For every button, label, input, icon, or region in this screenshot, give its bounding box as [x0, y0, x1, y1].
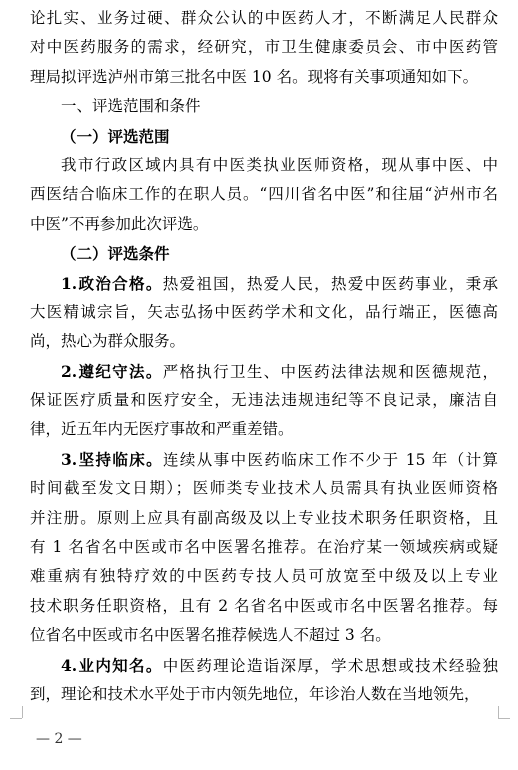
text-line — [30, 592, 498, 621]
text-line — [30, 298, 498, 327]
text-line — [30, 269, 498, 298]
line-text: 难重病有独特疗效的中医药专技人员可放宽至中级及以上专业 — [30, 567, 498, 586]
text-line — [30, 357, 498, 386]
crop-mark — [10, 718, 22, 719]
text-line — [30, 651, 498, 680]
text-line — [30, 180, 498, 209]
text-line — [30, 474, 498, 503]
line-text: 我市行政区域内具有中医类执业医师资格，现从事中医、中 — [61, 155, 498, 174]
line-text: 理局拟评选泸州市第三批名中医 10 名。现将有关事项通知如下。 — [30, 67, 479, 86]
section-heading: 3.坚持临床。 — [61, 449, 164, 469]
section-heading: 4.业内知名。 — [61, 655, 163, 675]
text-line — [30, 533, 498, 562]
text-line — [30, 621, 498, 650]
line-text: 中医药理论造诣深厚，学术思想或技术经验独 — [162, 656, 498, 675]
section-heading: 1.政治合格。 — [61, 273, 163, 293]
text-line — [30, 4, 498, 33]
line-text: 尚，热心为群众服务。 — [30, 332, 186, 351]
text-line — [30, 239, 498, 268]
line-text: 有 1 名省名中医或市名中医署名推荐。在治疗某一领域疾病或疑 — [30, 538, 498, 557]
line-text: 中医”不再参加此次评选。 — [30, 214, 209, 233]
text-line — [30, 386, 498, 415]
text-line — [30, 445, 498, 474]
text-line — [30, 210, 498, 239]
text-line — [30, 63, 498, 92]
text-line — [30, 122, 498, 151]
line-text: 时间截至发文日期）；医师类专业技术人员需具有执业医师资格 — [30, 479, 498, 498]
text-line — [30, 327, 498, 356]
section-heading: （二）评选条件 — [61, 244, 170, 264]
line-text: 热爱祖国，热爱人民，热爱中医药事业，秉承 — [162, 274, 498, 293]
line-text: 并注册。原则上应具有副高级及以上专业技术职务任职资格，且 — [30, 508, 498, 527]
page-number: — 2 — — [36, 731, 82, 747]
crop-mark — [498, 718, 510, 719]
line-text: 西医结合临床工作的在职人员。“四川省名中医”和往届“泸州市名 — [30, 185, 498, 204]
text-line — [30, 33, 498, 62]
text-line — [30, 151, 498, 180]
text-line — [30, 504, 498, 533]
line-text: 一、评选范围和条件 — [61, 97, 201, 116]
line-text: 到，理论和技术水平处于市内领先地位，年诊治人数在当地领先， — [30, 684, 480, 703]
section-heading: 2.遵纪守法。 — [61, 361, 163, 381]
line-text: 论扎实、业务过硬、群众公认的中医药人才，不断满足人民群众 — [30, 9, 498, 27]
text-line — [30, 415, 498, 444]
document-body — [30, 4, 498, 709]
line-text: 大医精诚宗旨，矢志弘扬中医药学术和文化，品行端正，医德高 — [30, 302, 498, 321]
text-line — [30, 562, 498, 591]
line-text: 严格执行卫生、中医药法律法规和医德规范， — [162, 362, 498, 381]
line-text: 技术职务任职资格，且有 2 名省名中医或市名中医署名推荐。每 — [30, 596, 498, 615]
line-text: 律，近五年内无医疗事故和严重差错。 — [30, 420, 294, 439]
crop-mark — [498, 706, 499, 718]
line-text: 连续从事中医药临床工作不少于 15 年（计算 — [163, 450, 498, 469]
section-heading: （一）评选范围 — [61, 126, 170, 146]
crop-mark — [22, 706, 23, 718]
text-line — [30, 92, 498, 121]
text-line — [30, 680, 498, 709]
line-text: 位省名中医或市名中医署名推荐候选人不超过 3 名。 — [30, 626, 391, 645]
line-text: 对中医药服务的需求，经研究，市卫生健康委员会、市中医药管 — [30, 38, 498, 57]
line-text: 保证医疗质量和医疗安全，无违法违规违纪等不良记录，廉洁自 — [30, 391, 498, 410]
